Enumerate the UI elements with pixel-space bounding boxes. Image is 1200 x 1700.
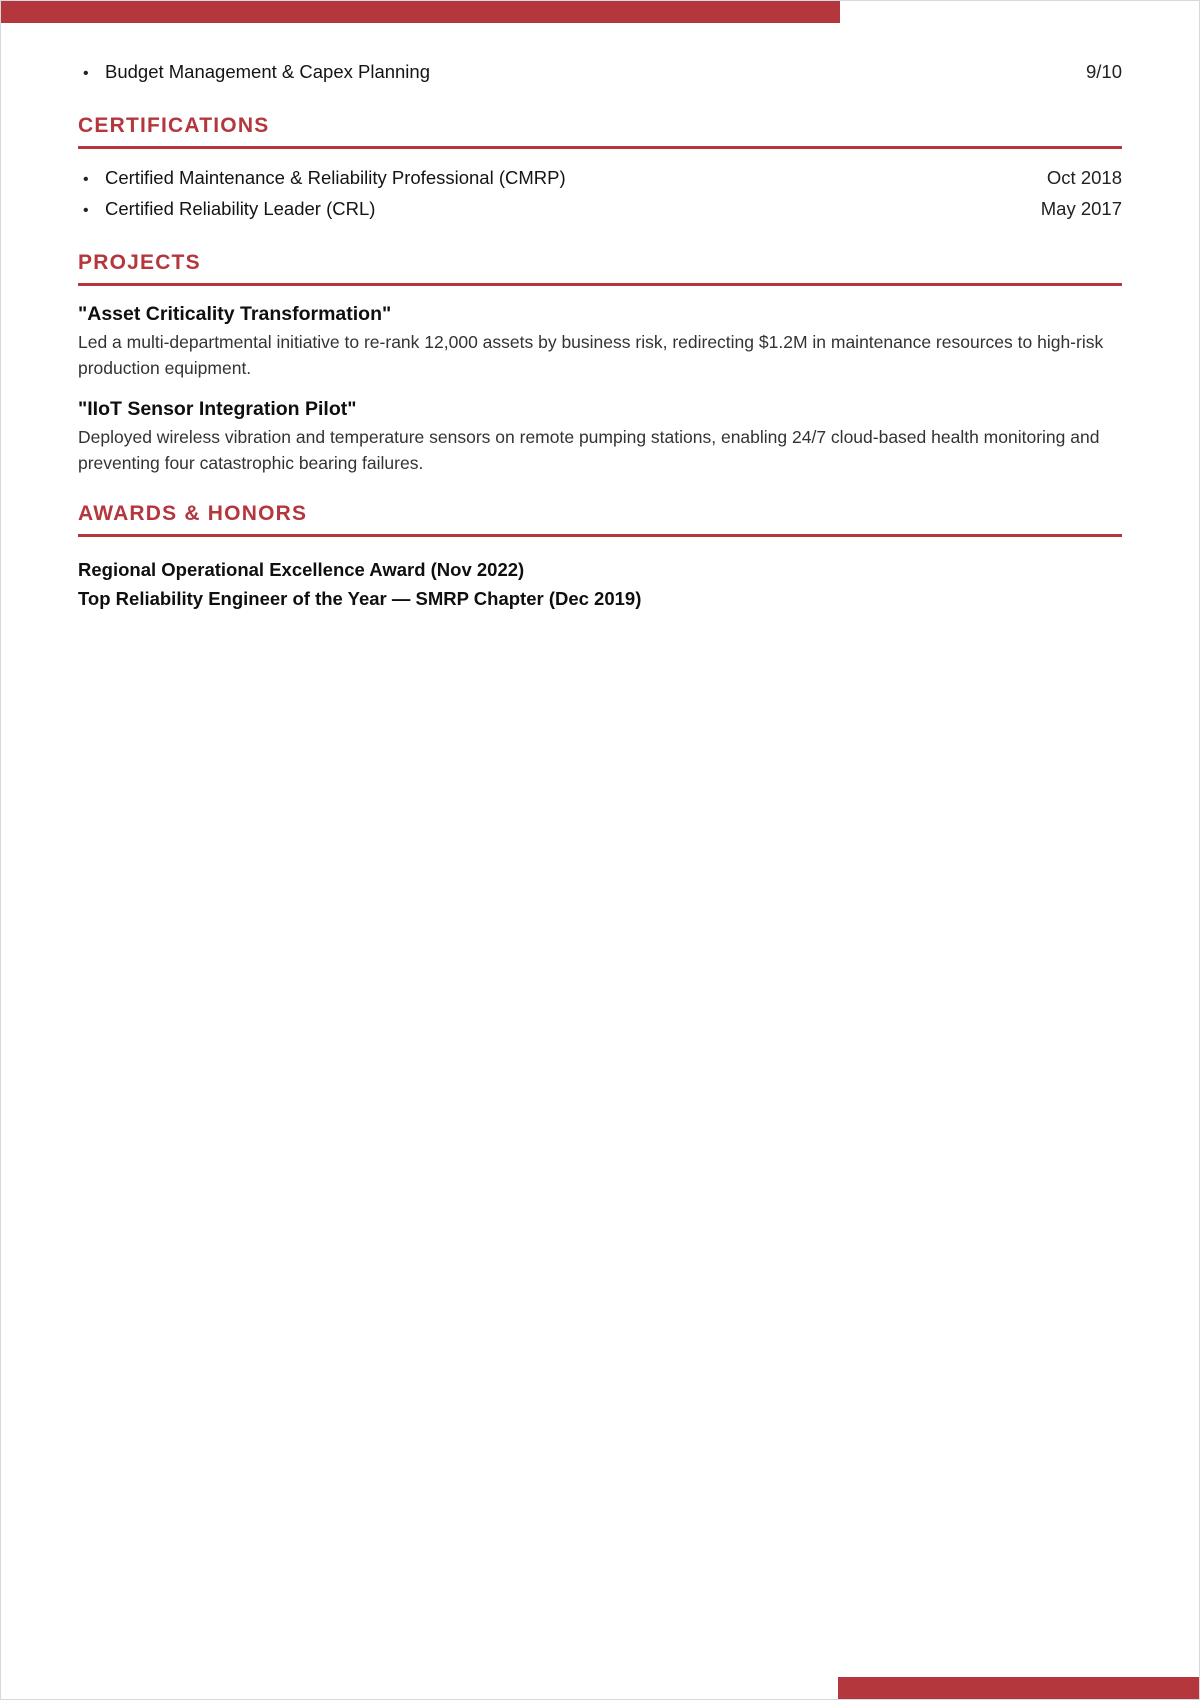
skill-rating: 9/10 [1085, 61, 1122, 82]
certifications-heading: CERTIFICATIONS [78, 114, 270, 137]
project-title: "IIoT Sensor Integration Pilot" [78, 398, 357, 420]
projects-heading: PROJECTS [78, 251, 201, 274]
skill-label: Budget Management & Capex Planning [105, 61, 430, 82]
certification-row [78, 163, 1122, 194]
bottom-accent-bar [838, 1677, 1199, 1699]
award-item: Top Reliability Engineer of the Year — SMRP Chapter (Dec 2019) [78, 588, 642, 609]
certifications-section [78, 112, 1122, 225]
section-divider [78, 534, 1122, 537]
awards-heading: AWARDS & HONORS [78, 502, 308, 525]
project-description: Deployed wireless vibration and temperature sensors on remote pumping stations, enabling 24/7 cloud-based health monitoring and preventing four catastrophic bearing failures. [78, 427, 1100, 473]
project-description: Led a multi-departmental initiative to re-rank 12,000 assets by business risk, redirecting $1.2M in maintenance resources to high-risk production equipment. [78, 332, 1104, 378]
certification-date: May 2017 [1040, 198, 1122, 219]
page-content [78, 57, 1122, 613]
section-divider [78, 146, 1122, 149]
top-accent-bar [1, 1, 840, 23]
bullet-icon: • [83, 65, 89, 82]
project-item [78, 300, 1122, 381]
skill-row [78, 57, 1122, 88]
awards-section [78, 500, 1122, 613]
certification-date: Oct 2018 [1046, 167, 1122, 188]
certification-label: Certified Maintenance & Reliability Professional (CMRP) [105, 167, 566, 188]
projects-section [78, 249, 1122, 476]
awards-list [78, 555, 1122, 613]
skills-list [78, 57, 1122, 88]
section-divider [78, 283, 1122, 286]
certification-row [78, 194, 1122, 225]
certification-label: Certified Reliability Leader (CRL) [105, 198, 376, 219]
project-item [78, 395, 1122, 476]
award-item: Regional Operational Excellence Award (Nov 2022) [78, 559, 525, 580]
project-title: "Asset Criticality Transformation" [78, 303, 392, 325]
bullet-icon: • [83, 202, 89, 219]
bullet-icon: • [83, 171, 89, 188]
